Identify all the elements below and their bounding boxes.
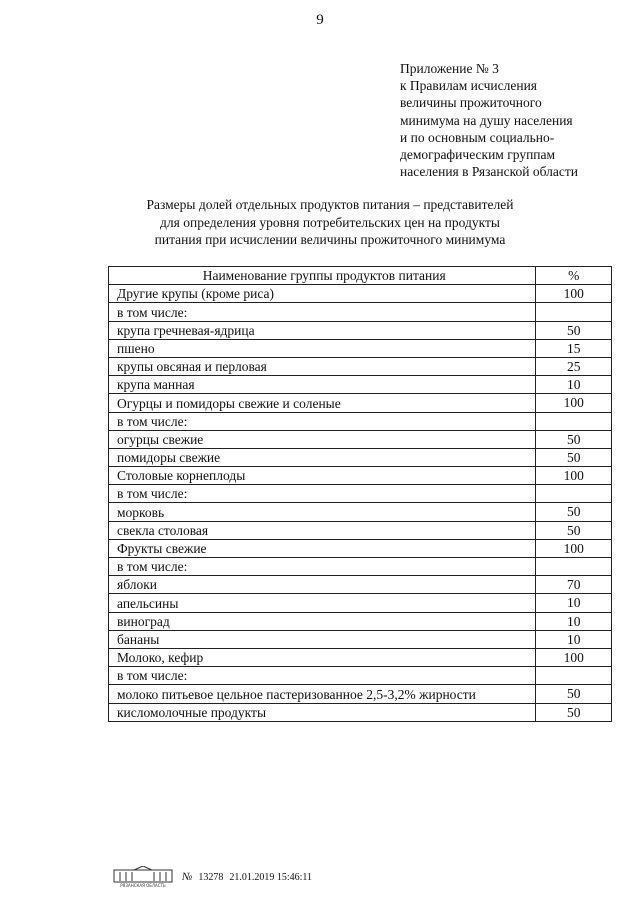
- table-row: [109, 503, 612, 521]
- table-row: [109, 467, 612, 485]
- appendix-line: величины прожиточного: [400, 95, 542, 111]
- row-percent: 50: [536, 503, 612, 521]
- row-product-name: в том числе:: [109, 558, 536, 576]
- table-row: [109, 357, 612, 375]
- row-product-name: яблоки: [109, 576, 536, 594]
- row-percent: 100: [536, 285, 612, 303]
- row-product-name: в том числе:: [109, 667, 536, 685]
- row-percent: [536, 558, 612, 576]
- table-row: [109, 630, 612, 648]
- row-percent: 100: [536, 394, 612, 412]
- row-product-name: бананы: [109, 630, 536, 648]
- appendix-line: и по основным социально-: [400, 129, 555, 145]
- header-percent: %: [536, 267, 612, 285]
- table-body: [109, 285, 612, 722]
- table-row: [109, 430, 612, 448]
- table-row: [109, 667, 612, 685]
- row-percent: 100: [536, 539, 612, 557]
- row-product-name: Фрукты свежие: [109, 539, 536, 557]
- row-product-name: Другие крупы (кроме риса): [109, 285, 536, 303]
- row-product-name: крупа манная: [109, 376, 536, 394]
- row-percent: 50: [536, 321, 612, 339]
- appendix-line: к Правилам исчисления: [400, 78, 538, 94]
- table-row: [109, 594, 612, 612]
- row-product-name: крупы овсяная и перловая: [109, 357, 536, 375]
- appendix-line: демографическим группам: [400, 147, 556, 163]
- row-percent: 100: [536, 467, 612, 485]
- table-row: [109, 394, 612, 412]
- table-row: [109, 612, 612, 630]
- appendix-line: населения в Рязанской области: [400, 164, 578, 180]
- row-percent: 50: [536, 703, 612, 721]
- row-percent: [536, 485, 612, 503]
- header-name: Наименование группы продуктов питания: [109, 267, 536, 285]
- row-percent: 50: [536, 448, 612, 466]
- title-line: питания при исчислении величины прожиточного минимума: [154, 232, 506, 247]
- document-title: [100, 196, 560, 249]
- title-line: для определения уровня потребительских цен на продукты: [160, 214, 500, 230]
- appendix-block: [400, 60, 578, 180]
- row-percent: 10: [536, 594, 612, 612]
- table-row: [109, 703, 612, 721]
- title-line: Размеры долей отдельных продуктов питания – представителей: [146, 197, 514, 212]
- row-product-name: виноград: [109, 612, 536, 630]
- row-percent: 50: [536, 430, 612, 448]
- table-row: [109, 648, 612, 666]
- row-percent: 100: [536, 648, 612, 666]
- appendix-line: Приложение № 3: [400, 61, 499, 76]
- table-header-row: [109, 267, 612, 285]
- table-row: [109, 558, 612, 576]
- signature-mark: №: [182, 871, 193, 883]
- row-product-name: помидоры свежие: [109, 448, 536, 466]
- table-row: [109, 376, 612, 394]
- table-row: [109, 448, 612, 466]
- registration-datetime: 21.01.2019 15:46:11: [229, 871, 313, 883]
- table-row: [109, 576, 612, 594]
- table-row: [109, 339, 612, 357]
- table-row: [109, 539, 612, 557]
- row-product-name: Огурцы и помидоры свежие и соленые: [109, 394, 536, 412]
- page-number: 9: [316, 12, 324, 28]
- table-row: [109, 485, 612, 503]
- row-product-name: огурцы свежие: [109, 430, 536, 448]
- row-product-name: в том числе:: [109, 303, 536, 321]
- footer-stamp: [112, 866, 312, 888]
- appendix-line: минимума на душу населения: [400, 112, 573, 128]
- row-percent: 10: [536, 630, 612, 648]
- table-row: [109, 521, 612, 539]
- table-row: [109, 303, 612, 321]
- row-percent: 50: [536, 521, 612, 539]
- row-product-name: в том числе:: [109, 485, 536, 503]
- row-percent: [536, 412, 612, 430]
- row-product-name: морковь: [109, 503, 536, 521]
- table-row: [109, 685, 612, 703]
- row-percent: [536, 667, 612, 685]
- table-row: [109, 412, 612, 430]
- row-percent: 25: [536, 357, 612, 375]
- row-percent: 50: [536, 685, 612, 703]
- table-row: [109, 321, 612, 339]
- government-building-logo-icon: [112, 866, 174, 888]
- row-product-name: крупа гречневая-ядрица: [109, 321, 536, 339]
- row-product-name: Молоко, кефир: [109, 648, 536, 666]
- row-product-name: в том числе:: [109, 412, 536, 430]
- row-product-name: кисломолочные продукты: [109, 703, 536, 721]
- row-percent: [536, 303, 612, 321]
- row-product-name: пшено: [109, 339, 536, 357]
- row-product-name: Столовые корнеплоды: [109, 467, 536, 485]
- row-product-name: свекла столовая: [109, 521, 536, 539]
- logo-text: РЯЗАНСКАЯ ОБЛАСТЬ: [120, 883, 166, 888]
- row-percent: 10: [536, 612, 612, 630]
- row-percent: 15: [536, 339, 612, 357]
- row-product-name: молоко питьевое цельное пастеризованное 2,5-3,2% жирности: [109, 685, 536, 703]
- registration-number: 13278: [198, 871, 224, 883]
- row-percent: 10: [536, 376, 612, 394]
- row-product-name: апельсины: [109, 594, 536, 612]
- table-row: [109, 285, 612, 303]
- row-percent: 70: [536, 576, 612, 594]
- food-shares-table: [108, 266, 612, 722]
